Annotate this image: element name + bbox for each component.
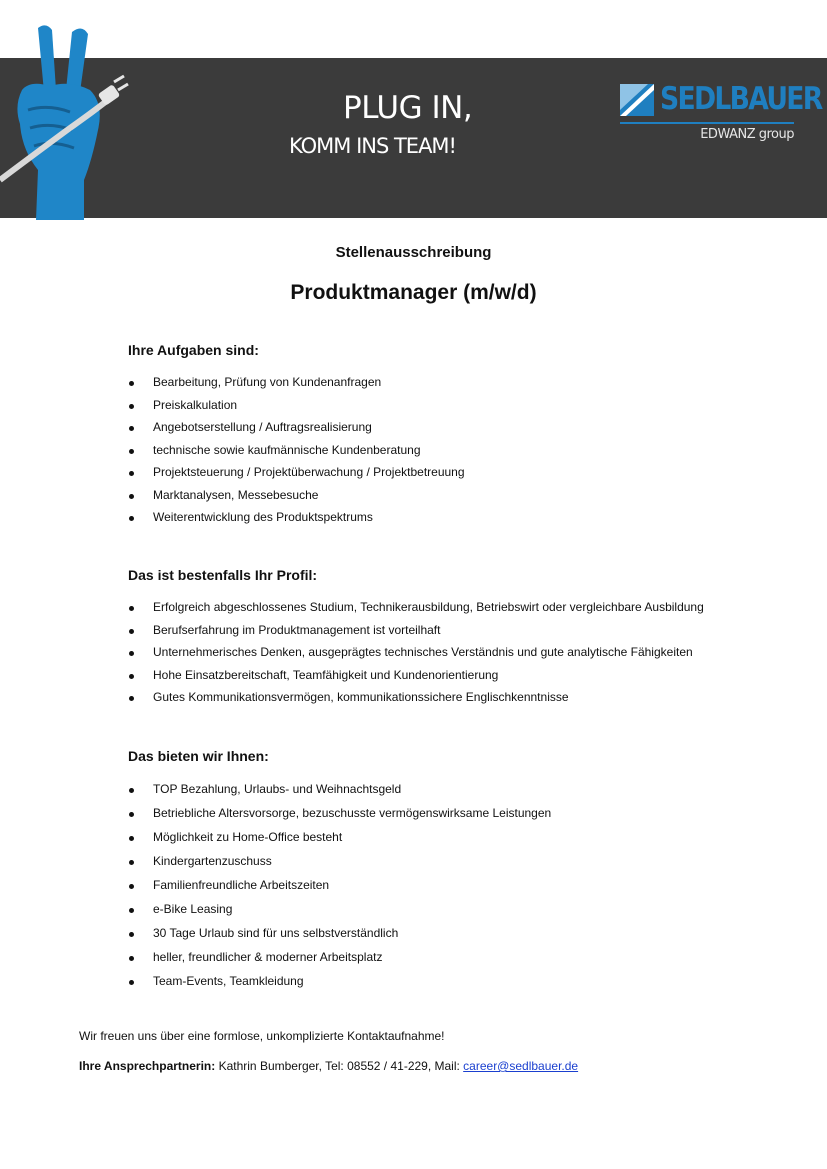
headline-komm-ins-team: KOMM INS TEAM! bbox=[289, 134, 456, 158]
contact-line bbox=[79, 1059, 578, 1073]
headline-plug-in: PLUG IN, bbox=[343, 90, 473, 126]
section-heading-benefits: Das bieten wir Ihnen: bbox=[128, 748, 269, 764]
logo-divider bbox=[620, 122, 794, 124]
list-item: Familienfreundliche Arbeitszeiten bbox=[128, 878, 551, 902]
email-link[interactable]: career@sedlbauer.de bbox=[463, 1059, 579, 1073]
logo-group-name: EDWANZ group bbox=[700, 127, 794, 142]
list-item: Projektsteuerung / Projektüberwachung / Projektbetreuung bbox=[128, 465, 465, 488]
list-item: heller, freundlicher & moderner Arbeitsplatz bbox=[128, 950, 551, 974]
list-item: Berufserfahrung im Produktmanagement ist vorteilhaft bbox=[128, 623, 704, 646]
list-item: Gutes Kommunikationsvermögen, kommunikationssichere Englischkenntnisse bbox=[128, 690, 704, 713]
job-title: Produktmanager (m/w/d) bbox=[290, 281, 537, 304]
list-item: Möglichkeit zu Home-Office besteht bbox=[128, 830, 551, 854]
profile-list bbox=[128, 600, 704, 713]
section-heading-profile: Das ist bestenfalls Ihr Profil: bbox=[128, 567, 318, 583]
list-item: e-Bike Leasing bbox=[128, 902, 551, 926]
list-item: Team-Events, Teamkleidung bbox=[128, 974, 551, 998]
list-item: 30 Tage Urlaub sind für uns selbstverständlich bbox=[128, 926, 551, 950]
list-item: Bearbeitung, Prüfung von Kundenanfragen bbox=[128, 375, 465, 398]
list-item: Erfolgreich abgeschlossenes Studium, Technikerausbildung, Betriebswirt oder vergleichbare Ausbildung bbox=[128, 600, 704, 623]
benefits-list bbox=[128, 782, 551, 998]
hand-plug-illustration bbox=[0, 20, 160, 220]
sedlbauer-logo bbox=[620, 81, 822, 152]
list-item: Unternehmerisches Denken, ausgeprägtes technisches Verständnis und gute analytische Fähigkeiten bbox=[128, 645, 704, 668]
section-heading-tasks: Ihre Aufgaben sind: bbox=[128, 342, 259, 358]
tasks-list bbox=[128, 375, 465, 533]
logo-mark-icon bbox=[620, 84, 654, 116]
list-item: TOP Bezahlung, Urlaubs- und Weihnachtsgeld bbox=[128, 782, 551, 806]
list-item: Hohe Einsatzbereitschaft, Teamfähigkeit und Kundenorientierung bbox=[128, 668, 704, 691]
document-type-label: Stellenausschreibung bbox=[335, 244, 492, 261]
list-item: Marktanalysen, Messebesuche bbox=[128, 488, 465, 511]
list-item: Angebotserstellung / Auftragsrealisierung bbox=[128, 420, 465, 443]
list-item: Preiskalkulation bbox=[128, 398, 465, 421]
list-item: Betriebliche Altersvorsorge, bezuschusste vermögenswirksame Leistungen bbox=[128, 806, 551, 830]
list-item: Kindergartenzuschuss bbox=[128, 854, 551, 878]
contact-label: Ihre Ansprechpartnerin: bbox=[79, 1059, 216, 1073]
contact-details: Kathrin Bumberger, Tel: 08552 / 41-229, Mail: bbox=[215, 1059, 464, 1073]
list-item: technische sowie kaufmännische Kundenberatung bbox=[128, 443, 465, 466]
logo-name: SEDLBAUER bbox=[660, 81, 822, 117]
list-item: Weiterentwicklung des Produktspektrums bbox=[128, 510, 465, 533]
closing-text: Wir freuen uns über eine formlose, unkomplizierte Kontaktaufnahme! bbox=[79, 1029, 445, 1043]
